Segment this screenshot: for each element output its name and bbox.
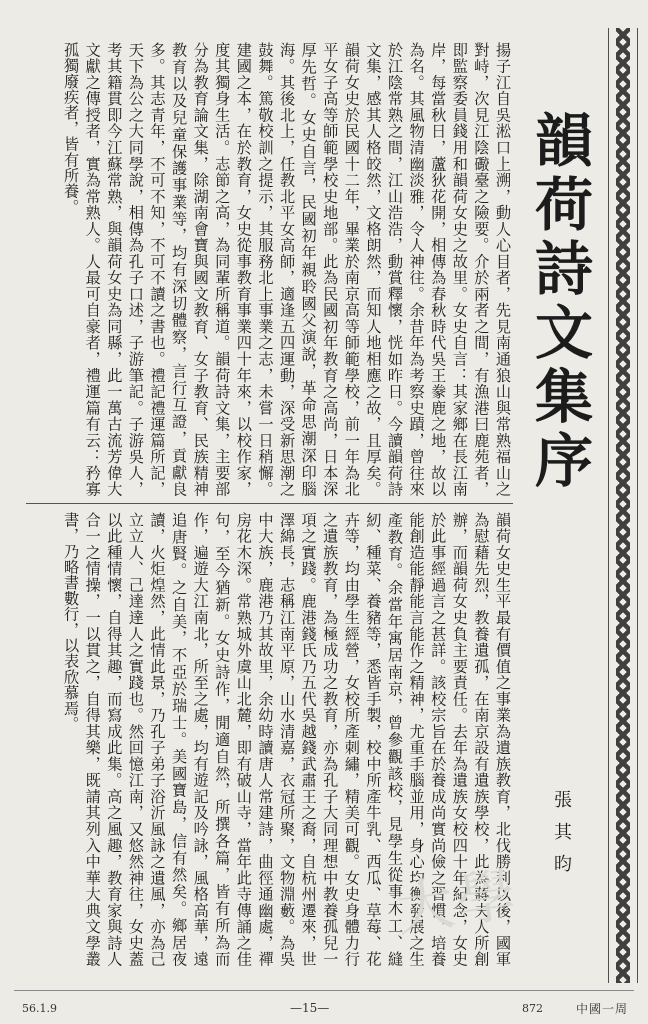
footer-issue-number: 872 xyxy=(522,1002,543,1015)
footer-page-number: —15— xyxy=(290,1001,330,1015)
article-author: 張其昀 xyxy=(551,790,572,886)
footer-divider xyxy=(14,990,634,991)
decorative-diamond-border xyxy=(608,28,638,983)
middle-divider xyxy=(26,503,513,504)
page-footer xyxy=(0,998,648,1018)
watermark: 大學 xyxy=(391,859,524,945)
article-title: 韻荷詩文集序 xyxy=(525,110,593,494)
footer-magazine-name: 中國一周 xyxy=(575,1002,628,1016)
body-paragraph-upper: 揚子江自吳淞口上溯，動人心目者，先見南通狼山與常熟福山之對峙，次見江陰礮臺之險要。介於兩者之間，有漁港曰鹿苑者，即監察委員錢用和韻荷女史之故里。女史自言：其家鄉在長江南岸，每當秋日，蘆狄花開，相傳為春秋時代吳王豢鹿之地，故以為名。其風物清幽淡雅，令人神往。余昔年為考察史蹟，曾往來於江陰常熟之間，江山浩浩，動賞釋懷，恍如昨日。今讀韻荷詩文集，感其人格皎然，文格朗然，而知人地相應之故，且厚矣。韻荷女史於民國十二年，畢業於南京高等師範學校，前一年為北平女子高等師範學校史地部。此為民國初年教育之高尚，日本深厚先哲。女史自言，民國初年親聆國父演說，革命思潮深印腦海。其後北上，任教北平女高師，適逢五四運動，深受新思潮之鼓舞。篤敬校訓之提示，其服務北上事業之志，未嘗一日稍懈。建國之本，在於教育，女史從事教育事業四十年來，以校作家，度其獨身生活。志節之高，為同輩所稱道。韻荷詩文集，主要部分為教育論文集，除湖南會寶與國文教育、女子教育、民族精神教育以及兒童保護事業等，均有深切體察，言行互證，貢獻良多。其志青年，不可不知，不可不讀之書也。禮記禮運篇所記，天下為公之大同學說，相傳為孔子口述，子游筆記。子游吳人，考其籍貫即今江蘇常熟，與韻荷女史為同縣，此一萬古流芳偉大文獻之傳授者，實為常熟人。人最可自豪者，禮運篇有云：矜寡孤獨廢疾者，皆有所養。 xyxy=(62,42,512,497)
body-text-upper xyxy=(35,42,513,497)
footer-date: 56.1.9 xyxy=(22,1002,57,1015)
body-text-lower xyxy=(35,512,513,967)
body-paragraph-lower: 韻荷女史生平最有價值之事業為遺族教育，北伐勝利以後，國軍為慰藉先烈，教養遺孤，在南京設有遺族學校，此為蔣夫人所創辦，而韻荷女史負主要責任。去年為遺族女校四十年紀念，女史於此事經過言之甚詳。該校宗旨在於養成尚實尚儉之習慣，培養能創造能靜能言能作之精神，尤重手腦並用，身心均衡發展之生產教育。余當年寓居南京，曾參觀該校，見學生從事木工、縫紉、種菜、養豬等，悉皆手製，校中所產牛乳、西瓜、草莓、花卉等，均由學生經營，女校所產刺繡，精美可觀。女史身體力行之遺族教育，為極成功之教育，亦為孔子大同理想中教養孤兒一項之實踐。鹿港錢氏乃五代吳越錢武肅王之裔，自杭州遷來，世澤綿長，志稱江南平原，山水清嘉，衣冠所聚，文物淵藪。為吳中大族，鹿港乃其故里，余幼時讀唐人常建詩，曲徑通幽處，禪房花木深。常熟城外虞山北麓，即有破山寺，當年此寺傳誦之佳句，至今猶新。女史詩作，閒適自然，所撰各篇，皆有所為而作，遍遊大江南北，所至之處，均有遊記及吟詠，風格高華，遠追唐賢。之自美，不亞於瑞士。美國寶島，信有然矣。鄉居夜讀，火炬煌然，此情此景，乃孔子弟子浴沂風詠之遺風，亦為己立立人、己達達人之實踐也。然回憶江南，又悠然神往，女史蓋以此種情懷，自得其趣，而寫成此集。高之風趣，教育家與詩人合一之情操，一以貫之，自得其樂，既請其列入中華大典文學叢書，乃略書數行，以表欣慕焉。 xyxy=(62,512,512,967)
